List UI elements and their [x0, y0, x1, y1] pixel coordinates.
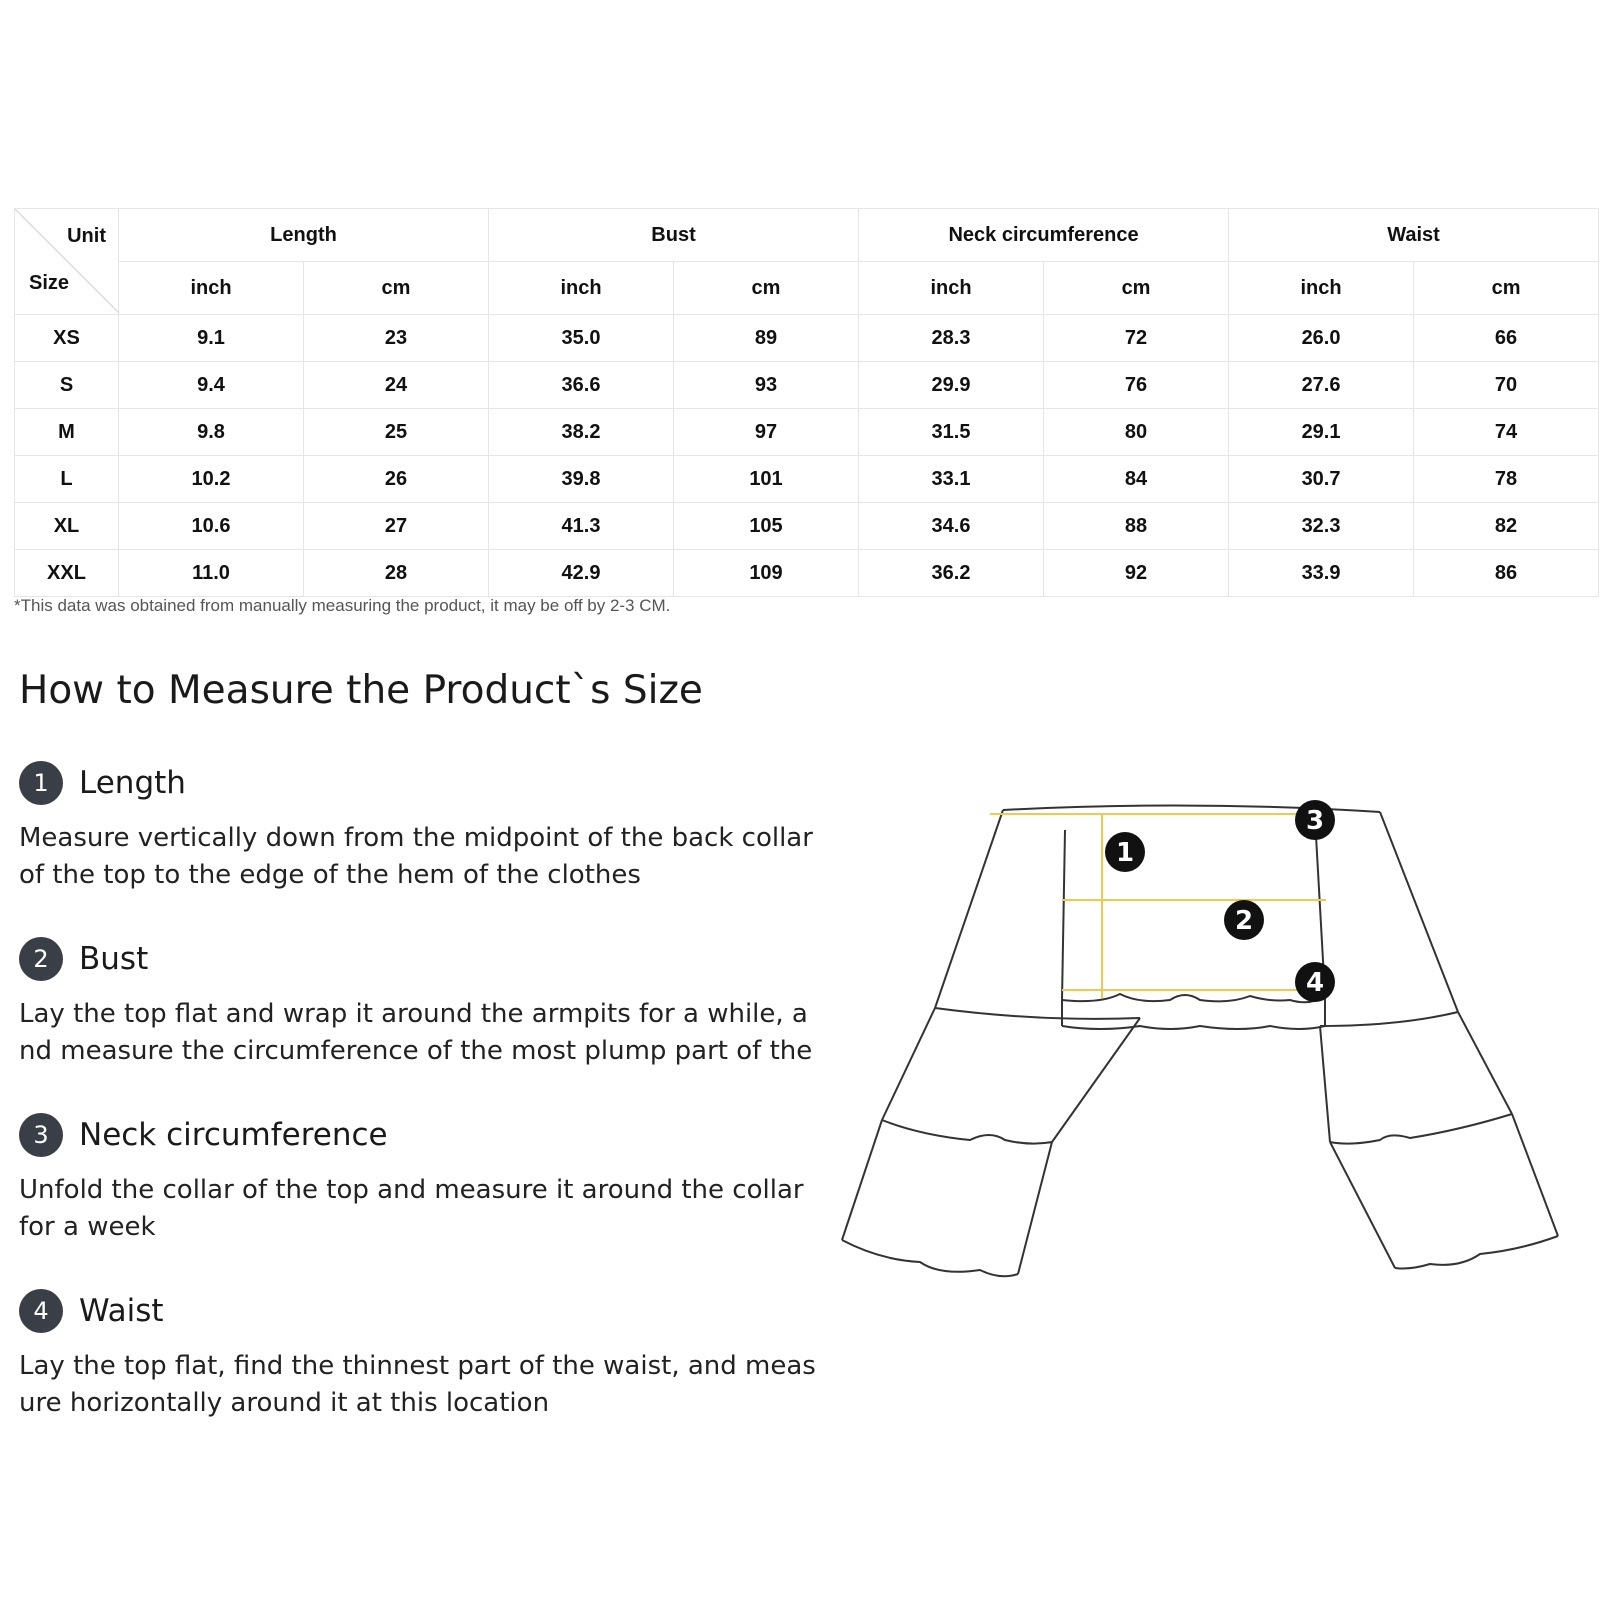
unit-header: inch: [1229, 262, 1414, 315]
unit-header: inch: [489, 262, 674, 315]
value-cell: 35.0: [489, 315, 674, 362]
corner-size-label: Size: [29, 272, 70, 294]
size-cell: S: [15, 362, 119, 409]
unit-header: cm: [304, 262, 489, 315]
table-row: [15, 362, 1599, 409]
value-cell: 29.1: [1229, 409, 1414, 456]
value-cell: 66: [1414, 315, 1599, 362]
value-cell: 29.9: [859, 362, 1044, 409]
measure-guides: [990, 814, 1326, 998]
value-cell: 9.8: [119, 409, 304, 456]
value-cell: 30.7: [1229, 456, 1414, 503]
value-cell: 26: [304, 456, 489, 503]
step-number-badge: 4: [19, 1289, 63, 1333]
garment-outline: [842, 805, 1558, 1276]
value-cell: 36.2: [859, 550, 1044, 597]
unit-header: cm: [1414, 262, 1599, 315]
value-cell: 32.3: [1229, 503, 1414, 550]
value-cell: 10.2: [119, 456, 304, 503]
step-description: Measure vertically down from the midpoint of the back collar of the top to the edge of the hem of the clothes: [19, 823, 813, 890]
size-cell: XL: [15, 503, 119, 550]
value-cell: 28.3: [859, 315, 1044, 362]
value-cell: 33.9: [1229, 550, 1414, 597]
value-cell: 23: [304, 315, 489, 362]
group-header-length: Length: [119, 209, 489, 262]
table-row: [15, 456, 1599, 503]
size-cell: M: [15, 409, 119, 456]
value-cell: 11.0: [119, 550, 304, 597]
corner-cell: [15, 209, 119, 315]
value-cell: 42.9: [489, 550, 674, 597]
value-cell: 41.3: [489, 503, 674, 550]
value-cell: 9.1: [119, 315, 304, 362]
step-title: Waist: [79, 1293, 164, 1329]
marker-label: 1: [1115, 838, 1135, 868]
value-cell: 27: [304, 503, 489, 550]
step-number-badge: 1: [19, 761, 63, 805]
table-row: [15, 503, 1599, 550]
step-number-badge: 3: [19, 1113, 63, 1157]
value-cell: 28: [304, 550, 489, 597]
marker-label: 2: [1234, 906, 1254, 936]
table-row: [15, 315, 1599, 362]
step-number-badge: 2: [19, 937, 63, 981]
unit-header: cm: [1044, 262, 1229, 315]
value-cell: 74: [1414, 409, 1599, 456]
value-cell: 80: [1044, 409, 1229, 456]
unit-header-row: [15, 262, 1599, 315]
step-title: Neck circumference: [79, 1117, 388, 1153]
value-cell: 76: [1044, 362, 1229, 409]
group-header-bust: Bust: [489, 209, 859, 262]
table-row: [15, 550, 1599, 597]
marker-waist: [1295, 962, 1335, 1002]
value-cell: 70: [1414, 362, 1599, 409]
value-cell: 84: [1044, 456, 1229, 503]
corner-unit-label: Unit: [67, 225, 106, 247]
step-title: Length: [79, 765, 186, 801]
value-cell: 86: [1414, 550, 1599, 597]
size-cell: L: [15, 456, 119, 503]
value-cell: 97: [674, 409, 859, 456]
value-cell: 39.8: [489, 456, 674, 503]
value-cell: 24: [304, 362, 489, 409]
value-cell: 93: [674, 362, 859, 409]
unit-header: inch: [859, 262, 1044, 315]
step-title: Bust: [79, 941, 149, 977]
step-description: Unfold the collar of the top and measure it around the collar for a week: [19, 1175, 804, 1242]
value-cell: 109: [674, 550, 859, 597]
step-description: Lay the top flat, find the thinnest part of the waist, and measure horizontally around it at this location: [19, 1351, 816, 1418]
value-cell: 88: [1044, 503, 1229, 550]
unit-header: inch: [119, 262, 304, 315]
value-cell: 26.0: [1229, 315, 1414, 362]
marker-length: [1105, 832, 1145, 872]
measurement-note: *This data was obtained from manually measuring the product, it may be off by 2-3 CM.: [14, 596, 671, 615]
step-length: [19, 760, 819, 894]
value-cell: 33.1: [859, 456, 1044, 503]
value-cell: 101: [674, 456, 859, 503]
value-cell: 25: [304, 409, 489, 456]
table-row: [15, 409, 1599, 456]
value-cell: 9.4: [119, 362, 304, 409]
value-cell: 36.6: [489, 362, 674, 409]
value-cell: 38.2: [489, 409, 674, 456]
marker-bust: [1224, 900, 1264, 940]
size-cell: XXL: [15, 550, 119, 597]
value-cell: 31.5: [859, 409, 1044, 456]
size-cell: XS: [15, 315, 119, 362]
group-header-row: [15, 209, 1599, 262]
step-waist: [19, 1288, 819, 1422]
garment-diagram: [840, 790, 1560, 1310]
value-cell: 105: [674, 503, 859, 550]
value-cell: 78: [1414, 456, 1599, 503]
step-description: Lay the top flat and wrap it around the armpits for a while, and measure the circumference of the most plump part of the: [19, 999, 813, 1066]
size-chart-table: [14, 208, 1599, 597]
group-header-waist: Waist: [1229, 209, 1599, 262]
marker-label: 3: [1305, 806, 1325, 836]
step-neck: [19, 1112, 819, 1246]
value-cell: 72: [1044, 315, 1229, 362]
step-bust: [19, 936, 819, 1070]
value-cell: 10.6: [119, 503, 304, 550]
group-header-neck: Neck circumference: [859, 209, 1229, 262]
value-cell: 92: [1044, 550, 1229, 597]
value-cell: 89: [674, 315, 859, 362]
howto-title: How to Measure the Product`s Size: [19, 668, 703, 713]
value-cell: 34.6: [859, 503, 1044, 550]
unit-header: cm: [674, 262, 859, 315]
value-cell: 82: [1414, 503, 1599, 550]
value-cell: 27.6: [1229, 362, 1414, 409]
marker-neck: [1295, 800, 1335, 840]
marker-label: 4: [1305, 968, 1325, 998]
